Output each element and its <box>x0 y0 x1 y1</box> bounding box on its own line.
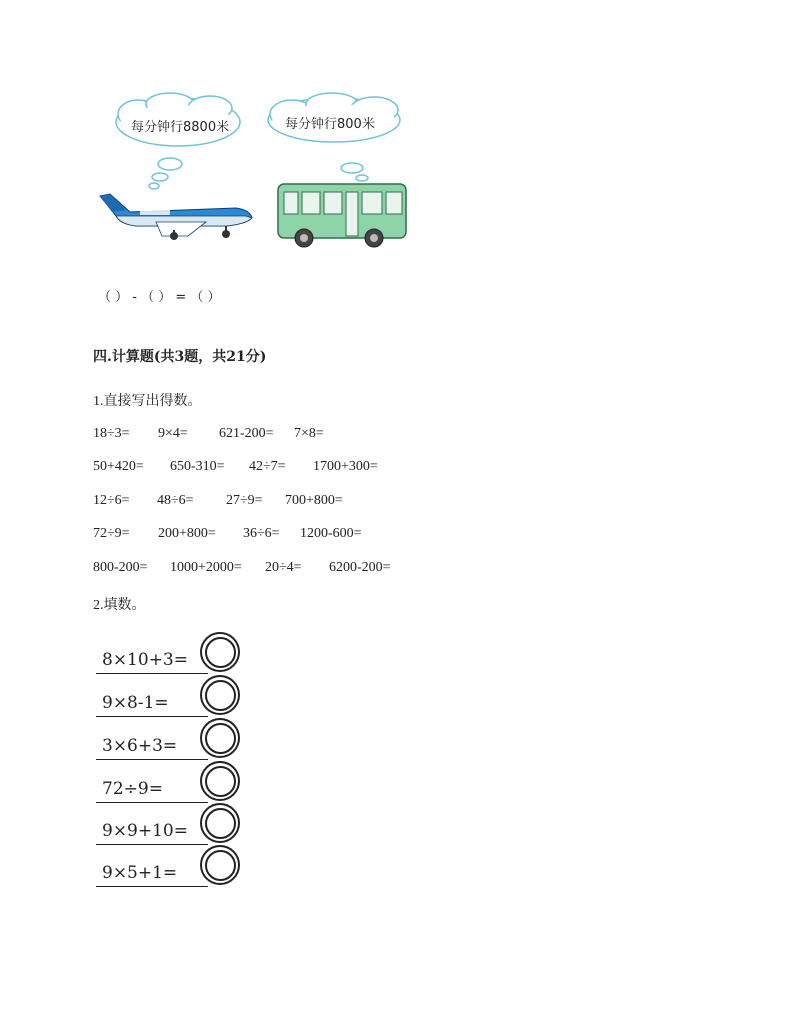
q1-item: 42÷7= <box>249 459 286 474</box>
q1-item: 621-200= <box>219 426 274 441</box>
bus-image <box>274 178 410 250</box>
q1-item: 48÷6= <box>157 493 194 508</box>
answer-circle-inner <box>205 680 236 711</box>
answer-circle-inner <box>205 637 236 668</box>
answer-circle-inner <box>205 808 236 839</box>
airplane-image <box>96 186 256 246</box>
q2-item-6 <box>96 845 246 889</box>
q1-item: 50+420= <box>93 459 144 474</box>
q1-item: 72÷9= <box>93 526 130 541</box>
q2-title: 2.填数。 <box>93 598 146 613</box>
q2-expression: 9×5+1= <box>102 863 178 883</box>
q1-item: 9×4= <box>158 426 188 441</box>
answer-underline <box>96 886 208 887</box>
q1-item: 800-200= <box>93 560 148 575</box>
q1-item: 700+800= <box>285 493 343 508</box>
q1-title: 1.直接写出得数。 <box>93 394 202 409</box>
q2-expression: 9×9+10= <box>102 821 188 841</box>
answer-underline <box>96 759 208 760</box>
q1-item: 7×8= <box>294 426 324 441</box>
q1-item: 1200-600= <box>300 526 362 541</box>
q2-expression: 72÷9= <box>102 779 163 799</box>
q1-item: 12÷6= <box>93 493 130 508</box>
answer-underline <box>96 673 208 674</box>
answer-circle-inner <box>205 723 236 754</box>
q2-item-4 <box>96 761 246 805</box>
q2-expression: 3×6+3= <box>102 736 178 756</box>
q1-item: 650-310= <box>170 459 225 474</box>
q1-item: 27÷9= <box>226 493 263 508</box>
blank-subtraction-equation: （ ） - （ ） = （ ） <box>98 290 221 305</box>
q2-item-5 <box>96 803 246 847</box>
q1-item: 1700+300= <box>313 459 378 474</box>
bus-thought-bubble <box>262 92 407 182</box>
q2-expression: 9×8-1= <box>102 693 169 713</box>
answer-circle-inner <box>205 850 236 881</box>
q1-item: 36÷6= <box>243 526 280 541</box>
q1-item: 1000+2000= <box>170 560 242 575</box>
q2-item-1 <box>96 632 246 676</box>
q2-item-3 <box>96 718 246 762</box>
q1-item: 20÷4= <box>265 560 302 575</box>
plane-thought-bubble <box>110 92 250 192</box>
q2-item-2 <box>96 675 246 719</box>
q1-item: 6200-200= <box>329 560 391 575</box>
section-heading: 四.计算题(共3题，共21分) <box>93 349 267 365</box>
answer-underline <box>96 716 208 717</box>
plane-speed-label: 每分钟行8800米 <box>131 120 230 135</box>
q1-item: 18÷3= <box>93 426 130 441</box>
q2-expression: 8×10+3= <box>102 650 188 670</box>
q1-item: 200+800= <box>158 526 216 541</box>
answer-circle-inner <box>205 766 236 797</box>
bus-speed-label: 每分钟行800米 <box>285 117 375 132</box>
